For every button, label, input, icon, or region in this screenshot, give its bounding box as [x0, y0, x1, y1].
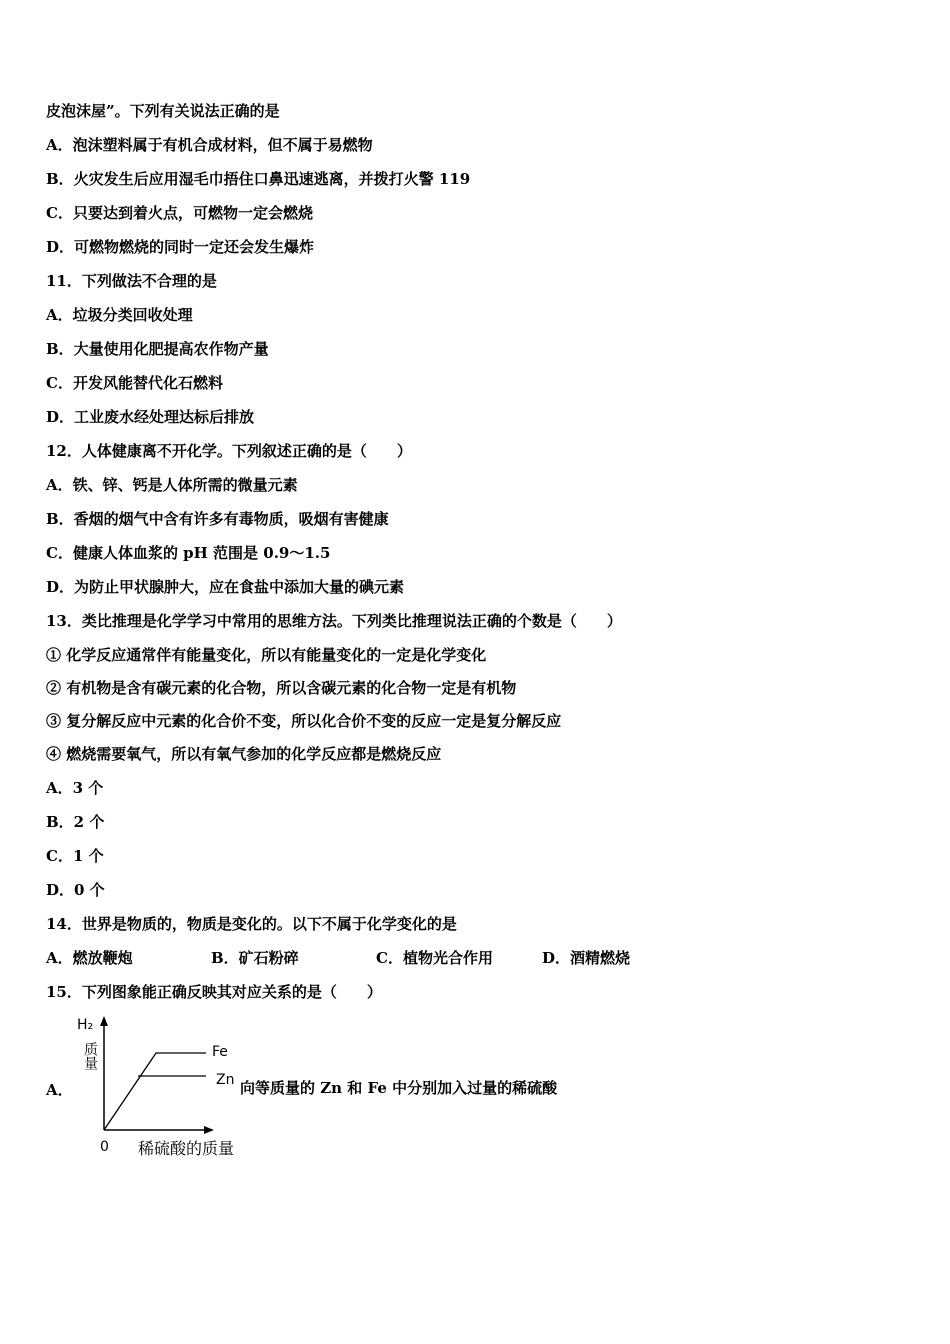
- q12-option-c: C．健康人体血浆的 pH 范围是 0.9～1.5: [46, 544, 331, 562]
- q11-option-b: B．大量使用化肥提高农作物产量: [46, 340, 269, 358]
- q11-option-c: C．开发风能替代化石燃料: [46, 374, 223, 392]
- q13-statement-1: ① 化学反应通常伴有能量变化，所以有能量变化的一定是化学变化: [46, 646, 487, 664]
- q12-option-d: D．为防止甲状腺肿大，应在食盐中添加大量的碘元素: [46, 578, 405, 596]
- q13-option-a: A．3 个: [46, 779, 104, 797]
- q12-stem: 12．人体健康离不开化学。下列叙述正确的是（ ）: [46, 442, 412, 460]
- origin-label: 0: [100, 1139, 109, 1155]
- q13-statement-4: ④ 燃烧需要氧气，所以有氧气参加的化学反应都是燃烧反应: [46, 745, 442, 763]
- fe-curve: [104, 1053, 206, 1130]
- y-axis-label-h2: H₂: [77, 1017, 94, 1033]
- q14-stem: 14．世界是物质的，物质是变化的。以下不属于化学变化的是: [46, 915, 457, 933]
- q13-option-c: C．1 个: [46, 847, 104, 865]
- q15-option-a-description: 向等质量的 Zn 和 Fe 中分别加入过量的稀硫酸: [240, 1079, 558, 1097]
- x-axis-label: 稀硫酸的质量: [138, 1139, 235, 1158]
- q10-option-c: C．只要达到着火点，可燃物一定会燃烧: [46, 204, 313, 222]
- q15-option-a-figure: [46, 1012, 646, 1162]
- q11-option-d: D．工业废水经处理达标后排放: [46, 408, 255, 426]
- q12-option-b: B．香烟的烟气中含有许多有毒物质，吸烟有害健康: [46, 510, 389, 528]
- q14-options: [46, 948, 746, 968]
- zn-series-label: Zn: [216, 1072, 235, 1088]
- y-axis-arrow: [100, 1016, 108, 1026]
- q14-option-a: A．燃放鞭炮: [46, 949, 133, 967]
- q10-option-a: A．泡沫塑料属于有机合成材料，但不属于易燃物: [46, 136, 373, 154]
- q10-option-b: B．火灾发生后应用湿毛巾捂住口鼻迅速逃离，并拨打火警 119: [46, 170, 471, 188]
- q10-stem-end: 皮泡沫屋”。下列有关说法正确的是: [46, 102, 280, 120]
- q13-stem: 13．类比推理是化学学习中常用的思维方法。下列类比推理说法正确的个数是（ ）: [46, 612, 622, 630]
- q14-option-b: B．矿石粉碎: [211, 949, 299, 967]
- q13-option-b: B．2 个: [46, 813, 105, 831]
- q15-option-a-label: A．: [46, 1081, 73, 1099]
- q13-option-d: D．0 个: [46, 881, 105, 899]
- q11-option-a: A．垃圾分类回收处理: [46, 306, 193, 324]
- q13-statement-3: ③ 复分解反应中元素的化合价不变，所以化合价不变的反应一定是复分解反应: [46, 712, 562, 730]
- q14-option-d: D．酒精燃烧: [542, 949, 631, 967]
- q15-stem: 15．下列图象能正确反映其对应关系的是（ ）: [46, 983, 382, 1001]
- fe-series-label: Fe: [212, 1044, 228, 1060]
- q14-option-c: C．植物光合作用: [376, 949, 493, 967]
- q11-stem: 11．下列做法不合理的是: [46, 272, 217, 290]
- q12-option-a: A．铁、锌、钙是人体所需的微量元素: [46, 476, 298, 494]
- q13-statement-2: ② 有机物是含有碳元素的化合物，所以含碳元素的化合物一定是有机物: [46, 679, 517, 697]
- q10-option-d: D．可燃物燃烧的同时一定还会发生爆炸: [46, 238, 315, 256]
- x-axis-arrow: [204, 1126, 214, 1134]
- y-axis-label-mass: 质量: [82, 1042, 98, 1070]
